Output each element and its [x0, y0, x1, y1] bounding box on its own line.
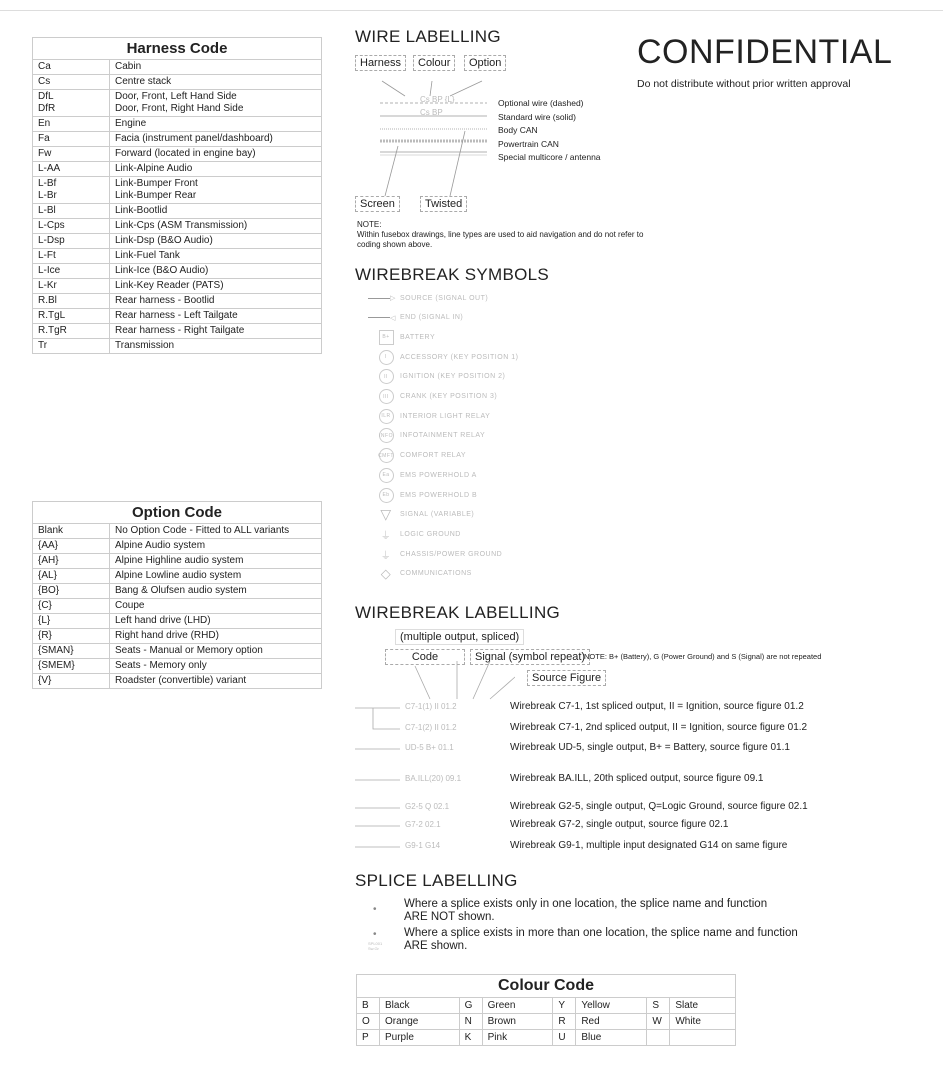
description-cell: Brown — [482, 1014, 553, 1030]
wire-type: Body CAN — [498, 125, 538, 135]
wire-type: Powertrain CAN — [498, 138, 559, 149]
code-cell: {BO} — [33, 584, 110, 599]
table-row — [33, 219, 322, 234]
symbol-label: SOURCE (SIGNAL OUT) — [400, 294, 489, 302]
description-cell: Link-Bootlid — [110, 204, 322, 219]
description-cell: Link-Fuel Tank — [110, 249, 322, 264]
table-row — [33, 324, 322, 339]
wirebreak-example: Wirebreak C7-1, 2nd spliced output, II = Ignition, source figure 01.2 — [510, 722, 808, 733]
symbol-label: END (SIGNAL IN) — [400, 314, 464, 322]
description-cell: Alpine Highline audio system — [110, 554, 322, 569]
description-cell: Green — [482, 998, 553, 1014]
table-row — [33, 147, 322, 162]
description-cell: Orange — [380, 1014, 460, 1030]
description-cell: Alpine Lowline audio system — [110, 569, 322, 584]
code-cell: W — [647, 1014, 670, 1030]
symbol-label: ACCESSORY (KEY POSITION 1) — [400, 353, 519, 361]
symbol-item — [372, 348, 518, 366]
wirebreak-code: G9-1 G14 — [405, 841, 441, 850]
table-row — [357, 1014, 736, 1030]
wirebreak-example: Wirebreak C7-1, 1st spliced output, II = Ignition, source figure 01.2 — [510, 701, 804, 712]
code-cell: Fw — [33, 147, 110, 162]
wirebreak-symbols-title: WIREBREAK SYMBOLS — [355, 265, 550, 284]
table-row — [33, 60, 322, 75]
code-cell: {SMEM} — [33, 659, 110, 674]
wirebreak-code: C7-1(2) II 01.2 — [405, 723, 457, 732]
symbol-label: EMS POWERHOLD B — [400, 491, 478, 499]
wbl-note: NOTE: B+ (Battery), G (Power Ground) and S (Signal) are not repeated — [584, 652, 822, 661]
ground-icon: ⏚ — [380, 530, 392, 542]
description-cell: Black — [380, 998, 460, 1014]
confidential-title: CONFIDENTIAL — [637, 33, 893, 71]
description-cell: Centre stack — [110, 75, 322, 90]
relay-circle-icon: II — [379, 369, 394, 384]
description-cell: Slate — [670, 998, 736, 1014]
wire-sample-1: Cs BP {L} — [420, 95, 455, 104]
wire-types — [498, 97, 601, 165]
harness-title: Harness Code — [33, 38, 322, 60]
battery-icon: B+ — [379, 330, 394, 345]
wirebreak-example: Wirebreak G2-5, single output, Q=Logic Ground, source figure 02.1 — [510, 801, 808, 812]
relay-circle-icon: I — [379, 350, 394, 365]
symbol-label: INFOTAINMENT RELAY — [400, 432, 486, 440]
code-cell: Ca — [33, 60, 110, 75]
symbol-item — [372, 447, 466, 465]
description-cell: Left hand drive (LHD) — [110, 614, 322, 629]
wire-note: Within fusebox drawings, line types are used to aid navigation and do not refer to coding shown above. — [357, 230, 644, 249]
option-title: Option Code — [33, 502, 322, 524]
code-cell — [647, 1030, 670, 1046]
description-cell: Purple — [380, 1030, 460, 1046]
splice-dot-icon: • — [373, 904, 377, 915]
wire-diagram — [370, 71, 500, 196]
wire-sample-2: Cs BP — [420, 108, 443, 117]
symbol-label: COMFORT RELAY — [400, 452, 467, 460]
table-row — [33, 132, 322, 147]
harness-code-table — [32, 37, 322, 354]
description-cell: Door, Front, Left Hand Side Door, Front, Right Hand Side — [110, 90, 322, 117]
table-row — [33, 162, 322, 177]
code-cell: L-Dsp — [33, 234, 110, 249]
code-cell: L-Cps — [33, 219, 110, 234]
description-cell: Rear harness - Right Tailgate — [110, 324, 322, 339]
code-cell: S — [647, 998, 670, 1014]
harness-box: Harness — [355, 55, 406, 71]
code-cell: B — [357, 998, 380, 1014]
code-cell: Fa — [33, 132, 110, 147]
symbol-item — [372, 368, 505, 386]
code-cell: {C} — [33, 599, 110, 614]
code-cell: {AH} — [33, 554, 110, 569]
symbol-item — [372, 506, 474, 524]
table-row — [357, 998, 736, 1014]
splice-tag: SPL001 Sw.Gr — [368, 941, 383, 951]
symbol-item: ▷ SOURCE (SIGNAL OUT) — [372, 289, 488, 307]
description-cell: Forward (located in engine bay) — [110, 147, 322, 162]
table-row — [33, 294, 322, 309]
code-cell: R.Bl — [33, 294, 110, 309]
description-cell: Seats - Memory only — [110, 659, 322, 674]
wirebreak-example: Wirebreak UD-5, single output, B+ = Battery, source figure 01.1 — [510, 742, 790, 753]
code-cell: {AL} — [33, 569, 110, 584]
screen-box: Screen — [355, 196, 400, 212]
table-row — [33, 614, 322, 629]
wirebreak-code: G7-2 02.1 — [405, 820, 441, 829]
table-row — [33, 339, 322, 354]
twisted-box: Twisted — [420, 196, 467, 212]
colour-title: Colour Code — [357, 975, 736, 998]
description-cell: Rear harness - Bootlid — [110, 294, 322, 309]
code-cell: {V} — [33, 674, 110, 689]
description-cell: Blue — [576, 1030, 647, 1046]
description-cell: Red — [576, 1014, 647, 1030]
description-cell: Bang & Olufsen audio system — [110, 584, 322, 599]
description-cell — [670, 1030, 736, 1046]
legend-page — [0, 10, 943, 1072]
description-cell: Alpine Audio system — [110, 539, 322, 554]
description-cell: Right hand drive (RHD) — [110, 629, 322, 644]
code-cell: O — [357, 1014, 380, 1030]
wire-type: Special multicore / antenna — [498, 152, 601, 162]
communications-diamond-icon: ◇ — [380, 565, 392, 581]
description-cell: Rear harness - Left Tailgate — [110, 309, 322, 324]
code-cell: R — [553, 1014, 576, 1030]
code-cell: G — [459, 998, 482, 1014]
code-cell: L-Ice — [33, 264, 110, 279]
symbol-label: BATTERY — [400, 333, 436, 341]
code-cell: Blank — [33, 524, 110, 539]
table-row — [33, 75, 322, 90]
description-cell: Link-Cps (ASM Transmission) — [110, 219, 322, 234]
code-cell: N — [459, 1014, 482, 1030]
table-row — [33, 204, 322, 219]
wire-type: Standard wire (solid) — [498, 111, 576, 122]
code-cell: DfL DfR — [33, 90, 110, 117]
code-cell: P — [357, 1030, 380, 1046]
table-row — [33, 599, 322, 614]
relay-circle-icon: INFO — [379, 428, 394, 443]
table-row — [33, 264, 322, 279]
source-figure-box: Source Figure — [527, 670, 606, 686]
relay-circle-icon: CMFT — [379, 448, 394, 463]
code-cell: Cs — [33, 75, 110, 90]
table-row — [33, 177, 322, 204]
wirebreak-example: Wirebreak G9-1, multiple input designated G14 on same figure — [510, 840, 788, 851]
description-cell: Link-Alpine Audio — [110, 162, 322, 177]
table-row — [33, 659, 322, 674]
code-cell: Y — [553, 998, 576, 1014]
table-row — [33, 644, 322, 659]
wire-labelling-title: WIRE LABELLING — [355, 27, 501, 46]
table-row — [33, 249, 322, 264]
table-row — [33, 629, 322, 644]
description-cell: Link-Ice (B&O Audio) — [110, 264, 322, 279]
option-code-table — [32, 501, 322, 689]
option-box: Option — [464, 55, 506, 71]
table-row — [33, 584, 322, 599]
colour-box: Colour — [413, 55, 455, 71]
symbol-label: INTERIOR LIGHT RELAY — [400, 412, 491, 420]
description-cell: No Option Code - Fitted to ALL variants — [110, 524, 322, 539]
code-box: Code — [385, 649, 465, 665]
colour-code-table — [356, 974, 736, 1046]
description-cell: Yellow — [576, 998, 647, 1014]
code-cell: U — [553, 1030, 576, 1046]
code-cell: {SMAN} — [33, 644, 110, 659]
symbol-item — [372, 525, 461, 543]
symbol-label: COMMUNICATIONS — [400, 570, 472, 578]
description-cell: Engine — [110, 117, 322, 132]
description-cell: White — [670, 1014, 736, 1030]
code-cell: Tr — [33, 339, 110, 354]
wirebreak-example: Wirebreak G7-2, single output, source figure 02.1 — [510, 819, 729, 830]
description-cell: Seats - Manual or Memory option — [110, 644, 322, 659]
splice-labelling-title: SPLICE LABELLING — [355, 871, 518, 890]
symbol-label: CRANK (KEY POSITION 3) — [400, 393, 498, 400]
multi-output-box: (multiple output, spliced) — [395, 629, 524, 645]
code-cell: L-AA — [33, 162, 110, 177]
wirebreak-labelling-title: WIREBREAK LABELLING — [355, 603, 561, 622]
signal-triangle-icon: ▽ — [380, 506, 392, 523]
symbol-item — [372, 565, 472, 583]
wirebreak-example: Wirebreak BA.ILL, 20th spliced output, source figure 09.1 — [510, 773, 764, 784]
symbol-label: SIGNAL (VARIABLE) — [400, 511, 475, 519]
wirebreak-code: BA.ILL(20) 09.1 — [405, 774, 462, 783]
table-row — [33, 524, 322, 539]
code-cell: {AA} — [33, 539, 110, 554]
code-cell: L-Ft — [33, 249, 110, 264]
splice-item: Where a splice exists only in one location, the splice name and function ARE NOT shown. — [404, 898, 768, 923]
table-row — [33, 279, 322, 294]
table-row — [33, 539, 322, 554]
code-cell: L-Kr — [33, 279, 110, 294]
code-cell: {R} — [33, 629, 110, 644]
splice-dot-icon: • — [373, 929, 377, 940]
ground-icon: ⏚ — [380, 550, 392, 562]
wirebreak-code: G2-5 Q 02.1 — [405, 802, 450, 811]
symbol-label: IGNITION (KEY POSITION 2) — [400, 373, 506, 381]
relay-circle-icon: Eb — [379, 488, 394, 503]
description-cell: Pink — [482, 1030, 553, 1046]
description-cell: Transmission — [110, 339, 322, 354]
wbl-lines — [355, 661, 515, 861]
symbol-item — [372, 388, 497, 406]
code-cell: L-Bl — [33, 204, 110, 219]
code-cell: L-Bf L-Br — [33, 177, 110, 204]
wire-note-title: NOTE: — [357, 220, 382, 229]
symbol-item — [372, 407, 490, 425]
symbol-item — [372, 486, 477, 504]
code-cell: En — [33, 117, 110, 132]
table-row — [33, 569, 322, 584]
symbol-item — [372, 328, 435, 346]
table-row — [33, 234, 322, 249]
description-cell: Link-Bumper Front Link-Bumper Rear — [110, 177, 322, 204]
wirebreak-code: UD-5 B+ 01.1 — [405, 743, 454, 752]
description-cell: Cabin — [110, 60, 322, 75]
symbol-item: ◁ END (SIGNAL IN) — [372, 309, 463, 327]
table-row — [33, 117, 322, 132]
confidential-subtitle: Do not distribute without prior written approval — [637, 78, 851, 90]
table-row — [33, 309, 322, 324]
wirebreak-code: C7-1(1) II 01.2 — [405, 702, 457, 711]
splice-item: Where a splice exists in more than one location, the splice name and function ARE shown. — [404, 927, 798, 952]
description-cell: Facia (instrument panel/dashboard) — [110, 132, 322, 147]
relay-circle-icon: Ea — [379, 468, 394, 483]
symbol-item — [372, 545, 502, 563]
code-cell: R.TgR — [33, 324, 110, 339]
code-cell: K — [459, 1030, 482, 1046]
table-row — [33, 674, 322, 689]
relay-circle-icon: ILR — [379, 409, 394, 424]
code-cell: R.TgL — [33, 309, 110, 324]
wire-type: Optional wire (dashed) — [498, 98, 584, 108]
description-cell: Link-Key Reader (PATS) — [110, 279, 322, 294]
symbol-label: CHASSIS/POWER GROUND — [400, 550, 503, 558]
relay-circle-icon: III — [379, 389, 394, 404]
table-row — [357, 1030, 736, 1046]
code-cell: {L} — [33, 614, 110, 629]
symbol-item — [372, 466, 477, 484]
symbol-label: LOGIC GROUND — [400, 530, 461, 538]
symbol-label: EMS POWERHOLD A — [400, 471, 477, 479]
symbol-item — [372, 427, 485, 445]
table-row — [33, 90, 322, 117]
description-cell: Link-Dsp (B&O Audio) — [110, 234, 322, 249]
description-cell: Roadster (convertible) variant — [110, 674, 322, 689]
description-cell: Coupe — [110, 599, 322, 614]
signal-box: Signal (symbol repeat) — [470, 649, 590, 665]
table-row — [33, 554, 322, 569]
